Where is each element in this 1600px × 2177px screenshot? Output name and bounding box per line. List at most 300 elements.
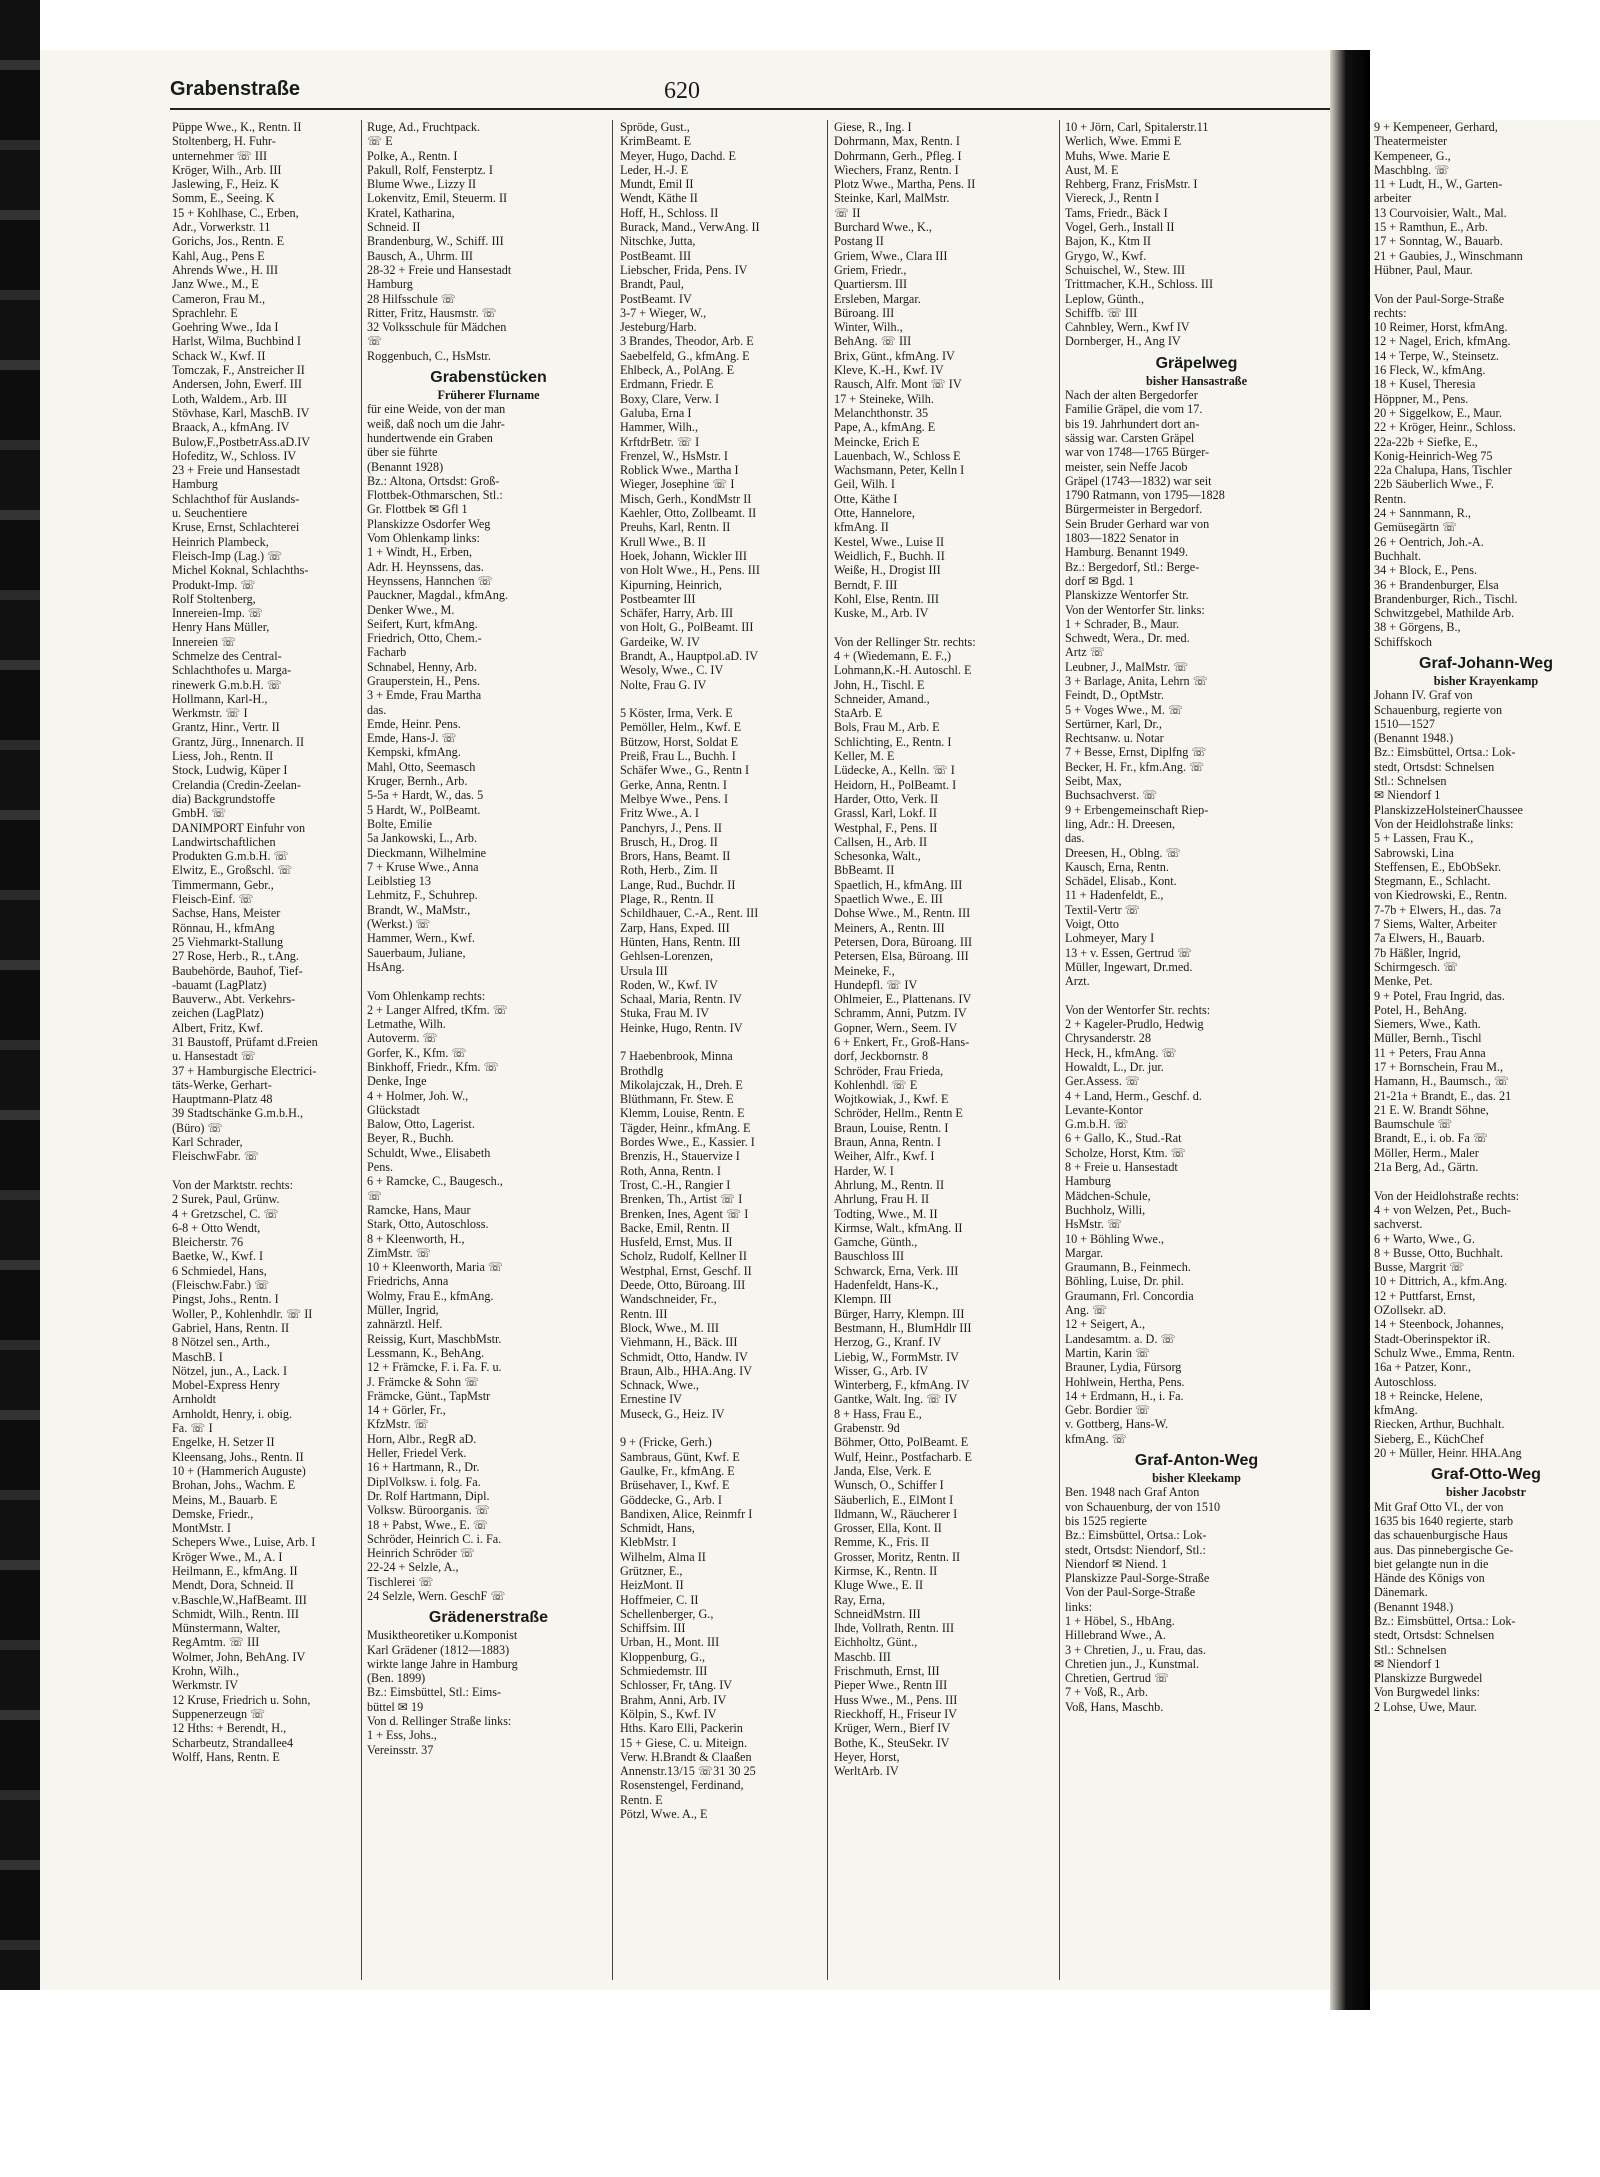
- directory-entry: Bothe, K., SteuSekr. IV: [834, 1735, 950, 1750]
- directory-entry: Ohlmeier, E., Plattenans. IV: [834, 992, 972, 1007]
- directory-entry: 22-24 + Selzle, A.,: [367, 1560, 459, 1575]
- directory-entry: Weiße, H., Drogist III: [834, 563, 941, 578]
- directory-entry: Harder, W. I: [834, 1163, 894, 1178]
- directory-entry: Wunsch, O., Schiffer I: [834, 1478, 944, 1493]
- directory-entry: Binkhoff, Friedr., Kfm. ☏: [367, 1060, 499, 1074]
- directory-entry: Dohse Wwe., M., Rentn. III: [834, 906, 971, 921]
- street-heading: Grabenstücken: [430, 369, 547, 387]
- directory-entry: (Büro) ☏: [172, 1120, 223, 1135]
- directory-entry: Rentn.: [1374, 491, 1407, 506]
- directory-entry: Hamburg: [1065, 1174, 1111, 1189]
- directory-entry: Schiffsim. III: [620, 1621, 686, 1636]
- directory-entry: Siemers, Wwe., Kath.: [1374, 1017, 1481, 1032]
- directory-entry: KrftdrBetr. ☏ I: [620, 434, 700, 449]
- street-heading: Gräpelweg: [1155, 354, 1238, 372]
- directory-entry: Plotz Wwe., Martha, Pens. II: [834, 177, 976, 192]
- directory-entry: Ihde, Vollrath, Rentn. III: [834, 1621, 955, 1636]
- directory-entry: 14 + Steenbock, Johannes,: [1374, 1317, 1504, 1332]
- directory-entry: Fritz Wwe., A. I: [620, 806, 699, 821]
- book-gutter: [1330, 50, 1370, 2010]
- directory-entry: 4 + von Welzen, Pet., Buch-: [1374, 1202, 1511, 1217]
- directory-entry: Seibt, Max,: [1065, 774, 1122, 789]
- directory-entry: Von der Marktstr. rechts:: [172, 1177, 293, 1192]
- directory-entry: Nötzel, jun., A., Lack. I: [172, 1363, 288, 1378]
- directory-entry: unternehmer ☏ III: [172, 148, 268, 163]
- directory-entry: Nolte, Frau G. IV: [620, 677, 707, 692]
- directory-entry: zeichen (LagPlatz): [172, 1006, 264, 1021]
- directory-entry: Vereinsstr. 37: [367, 1742, 434, 1757]
- directory-entry: Spaetlich Wwe., E. III: [834, 892, 943, 907]
- directory-entry: Buchholz, Willi,: [1065, 1202, 1146, 1217]
- directory-entry: Produkt-Imp. ☏: [172, 577, 256, 592]
- directory-entry: (Benannt 1948.): [1374, 1599, 1454, 1614]
- directory-entry: Wieger, Josephine ☏ I: [620, 477, 735, 492]
- directory-entry: Lehmitz, F., Schuhrep.: [367, 888, 478, 903]
- directory-entry: Ritter, Fritz, Hausmstr. ☏: [367, 305, 497, 320]
- directory-entry: Wolff, Hans, Rentn. E: [172, 1749, 280, 1764]
- directory-entry: Sambraus, Günt, Kwf. E: [620, 1449, 740, 1464]
- directory-entry: Gehlsen-Lorenzen,: [620, 949, 714, 964]
- directory-entry: für eine Weide, von der man: [367, 402, 506, 417]
- directory-entry: Husfeld, Ernst, Mus. II: [620, 1235, 733, 1250]
- directory-entry: Schwedt, Wera., Dr. med.: [1065, 631, 1190, 646]
- directory-entry: Brenken, Ines, Agent ☏ I: [620, 1206, 749, 1221]
- directory-entry: Denke, Inge: [367, 1074, 427, 1089]
- directory-entry: 34 + Block, E., Pens.: [1374, 563, 1478, 578]
- directory-entry: 28-32 + Freie und Hansestadt: [367, 262, 512, 277]
- directory-entry: Ang. ☏: [1065, 1303, 1108, 1318]
- directory-entry: Frenzel, W., HsMstr. I: [620, 448, 728, 463]
- directory-entry: Heinrich Plambeck,: [172, 534, 269, 549]
- directory-entry: arbeiter: [1374, 191, 1412, 206]
- directory-entry: Heinrich Schröder ☏: [367, 1546, 475, 1561]
- directory-entry: Ahrlung, M., Rentn. II: [834, 1177, 945, 1192]
- directory-entry: Engelke, H. Setzer II: [172, 1435, 275, 1450]
- directory-entry: Scholz, Rudolf, Kellner II: [620, 1249, 747, 1264]
- directory-entry: 12 + Seigert, A.,: [1065, 1317, 1145, 1332]
- directory-entry: Hohlwein, Hertha, Pens.: [1065, 1374, 1185, 1389]
- directory-entry: Loth, Waldem., Arb. III: [172, 391, 287, 406]
- directory-entry: Müller, Bernh., Tischl: [1374, 1031, 1482, 1046]
- directory-entry: Schneider, Amand.,: [834, 691, 930, 706]
- directory-entry: Schmelze des Central-: [172, 648, 282, 663]
- directory-entry: Kaehler, Otto, Zollbeamt. II: [620, 506, 757, 521]
- directory-entry: Rolf Stoltenberg,: [172, 591, 256, 606]
- directory-entry: ling, Adr.: H. Dreesen,: [1065, 816, 1176, 831]
- directory-entry: Dieckmann, Wilhelmine: [367, 845, 487, 860]
- directory-entry: G.m.b.H. ☏: [1065, 1117, 1129, 1132]
- directory-entry: Hths. Karo Elli, Packerin: [620, 1721, 743, 1736]
- directory-entry: Planskizze Osdorfer Weg: [367, 516, 491, 531]
- directory-entry: Sabrowski, Lina: [1374, 845, 1454, 860]
- directory-entry: 8 + Hass, Frau E.,: [834, 1406, 922, 1421]
- directory-entry: sässig war. Carsten Gräpel: [1065, 430, 1195, 445]
- directory-entry: Balow, Otto, Lagerist.: [367, 1117, 475, 1132]
- directory-entry: rinewerk G.m.b.H. ☏: [172, 677, 283, 692]
- directory-entry: Demske, Friedr.,: [172, 1506, 254, 1521]
- directory-entry: MontMstr. I: [172, 1521, 231, 1536]
- directory-entry: (Benannt 1948.): [1374, 731, 1454, 746]
- directory-entry: Spröde, Gust.,: [620, 120, 690, 134]
- directory-entry: Hamburg: [172, 477, 218, 492]
- directory-entry: Schlachthofes u. Marga-: [172, 663, 292, 678]
- directory-entry: Callsen, H., Arb. II: [834, 834, 928, 849]
- directory-entry: Albert, Fritz, Kwf.: [172, 1020, 264, 1035]
- directory-entry: Adr. H. Heynssens, das.: [367, 559, 484, 574]
- directory-entry: 8 Nötzel sen., Arth.,: [172, 1335, 270, 1350]
- directory-entry: Gopner, Wern., Seem. IV: [834, 1020, 958, 1035]
- directory-entry: 5-5a + Hardt, W., das. 5: [367, 788, 484, 803]
- directory-entry: Liess, Joh., Rentn. II: [172, 749, 274, 764]
- spacer: [172, 1164, 359, 1178]
- directory-entry: 15 + Kohlhase, C., Erben,: [172, 205, 299, 220]
- directory-entry: Innereien-Imp. ☏: [172, 606, 264, 621]
- directory-entry: Schildhauer, C.-A., Rent. III: [620, 906, 759, 921]
- spacer: [620, 1421, 825, 1435]
- directory-entry: Gardeike, W. IV: [620, 634, 700, 649]
- directory-entry: Kempski, kfmAng.: [367, 745, 461, 760]
- directory-entry: Weiher, Alfr., Kwf. I: [834, 1149, 935, 1164]
- directory-entry: Grützner, E.,: [620, 1563, 683, 1578]
- directory-entry: Wolmy, Frau E., kfmAng.: [367, 1288, 494, 1303]
- directory-entry: Schröder, Frau Frieda,: [834, 1063, 944, 1078]
- directory-entry: Hammer, Wern., Kwf.: [367, 931, 475, 946]
- directory-entry: Dohrmann, Max, Rentn. I: [834, 134, 960, 149]
- directory-entry: SchneidMstrn. III: [834, 1606, 921, 1621]
- directory-entry: 10 + Jörn, Carl, Spitalerstr.11: [1065, 120, 1209, 134]
- directory-entry: Howaldt, L., Dr. jur.: [1065, 1060, 1164, 1074]
- directory-entry: Planskizze Wentorfer Str.: [1065, 588, 1189, 603]
- running-head-street: Grabenstraße: [170, 78, 301, 100]
- directory-entry: Meyer, Hugo, Dachd. E: [620, 148, 736, 163]
- directory-entry: biet gelangte nun in die: [1374, 1556, 1489, 1571]
- directory-entry: Von d. Rellinger Straße links:: [367, 1714, 512, 1729]
- directory-entry: Innereien ☏: [172, 634, 237, 649]
- spacer: [367, 974, 610, 988]
- directory-entry: Ersleben, Margar.: [834, 291, 921, 306]
- directory-entry: Sieberg, E., KüchChef: [1374, 1431, 1484, 1446]
- directory-entry: Leiblstieg 13: [367, 874, 431, 889]
- directory-entry: Ehlbeck, A., PolAng. E: [620, 363, 735, 378]
- directory-entry: dorf ✉ Bgd. 1: [1065, 573, 1135, 588]
- directory-entry: 3 + Barlage, Anita, Lehrn ☏: [1065, 673, 1208, 688]
- directory-entry: Tägder, Heinr., kfmAng. E: [620, 1120, 751, 1135]
- directory-entry: 7b Häßler, Ingrid,: [1374, 945, 1461, 960]
- directory-entry: Von der Wentorfer Str. links:: [1065, 602, 1205, 617]
- street-subheading: bisher Jacobstr: [1445, 1485, 1526, 1500]
- directory-entry: Vom Ohlenkamp links:: [367, 531, 480, 546]
- street-heading: Graf-Johann-Weg: [1419, 654, 1553, 672]
- directory-entry: 2 + Langer Alfred, tKfm. ☏: [367, 1002, 508, 1017]
- directory-entry: Baubehörde, Bauhof, Tief-: [172, 963, 303, 978]
- directory-entry: Friedrichs, Anna: [367, 1274, 449, 1289]
- directory-entry: 20 + Müller, Heinr. HHA.Ang: [1374, 1446, 1522, 1461]
- directory-entry: Krull Wwe., B. II: [620, 534, 706, 549]
- directory-entry: Büroang. III: [834, 305, 895, 320]
- directory-entry: Schmidt, Otto, Handw. IV: [620, 1349, 748, 1364]
- directory-entry: Tams, Friedr., Bäck I: [1065, 205, 1168, 220]
- directory-entry: StaArb. E: [834, 706, 883, 721]
- directory-entry: Schauenburg, regierte von: [1374, 702, 1503, 717]
- directory-entry: 37 + Hamburgische Electrici-: [172, 1063, 317, 1078]
- directory-entry: RegAmtm. ☏ III: [172, 1635, 260, 1650]
- directory-entry: Schellenberger, G.,: [620, 1606, 714, 1621]
- street-subheading: bisher Kleekamp: [1152, 1471, 1241, 1486]
- directory-entry: Müller, Ingrid,: [367, 1303, 439, 1318]
- directory-entry: kfmAng. II: [834, 520, 889, 535]
- directory-entry: 36 + Brandenburger, Elsa: [1374, 577, 1499, 592]
- directory-entry: Müller, Ingewart, Dr.med.: [1065, 959, 1193, 974]
- directory-entry: Leplow, Günth.,: [1065, 291, 1145, 306]
- directory-entry: Ahrlung, Frau H. II: [834, 1192, 930, 1207]
- directory-entry: Meineke, F.,: [834, 963, 895, 978]
- directory-entry: 9 + Potel, Frau Ingrid, das.: [1374, 988, 1505, 1003]
- directory-column-6: [1372, 120, 1600, 1980]
- directory-entry: Martin, Karin ☏: [1065, 1345, 1151, 1360]
- directory-entry: Stoltenberg, H. Fuhr-: [172, 134, 276, 149]
- directory-entry: Winterberg, F., kfmAng. IV: [834, 1378, 970, 1393]
- directory-entry: Ernestine IV: [620, 1392, 682, 1407]
- directory-entry: Otte, Hannelore,: [834, 506, 915, 521]
- directory-entry: 39 Stadtschänke G.m.b.H.,: [172, 1106, 303, 1121]
- directory-column-1: [170, 120, 362, 1980]
- directory-entry: Deede, Otto, Büroang. III: [620, 1278, 746, 1293]
- directory-entry: Gorichs, Jos., Rentn. E: [172, 234, 285, 249]
- directory-entry: Bestmann, H., BlumHdlr III: [834, 1320, 972, 1335]
- directory-entry: Wendt, Käthe II: [620, 191, 698, 206]
- spacer: [1374, 1174, 1598, 1188]
- directory-entry: Brusch, H., Drog. II: [620, 834, 718, 849]
- directory-entry: Schuldt, Wwe., Elisabeth: [367, 1145, 491, 1160]
- directory-entry: Von der Paul-Sorge-Straße: [1065, 1585, 1196, 1600]
- directory-entry: Henry Hans Müller,: [172, 620, 270, 635]
- directory-entry: stedt, Ortsdst: Schnelsen: [1374, 759, 1495, 774]
- directory-entry: Dreesen, H., Oblng. ☏: [1065, 845, 1181, 860]
- directory-entry: Grantz, Hinr., Vertr. II: [172, 720, 280, 735]
- directory-entry: Remme, K., Fris. II: [834, 1535, 930, 1550]
- directory-entry: Seifert, Kurt, kfmAng.: [367, 616, 478, 631]
- directory-entry: Gebr. Bordier ☏: [1065, 1403, 1151, 1418]
- directory-entry: 22b Säuberlich Wwe., F.: [1374, 477, 1494, 492]
- directory-entry: HeizMont. II: [620, 1578, 684, 1593]
- directory-entry: Kröger Wwe., M., A. I: [172, 1549, 283, 1564]
- directory-entry: stedt, Ortsdst: Schnelsen: [1374, 1628, 1495, 1643]
- directory-entry: Rechtsanw. u. Notar: [1065, 731, 1164, 746]
- directory-entry: 1635 bis 1640 regierte, starb: [1374, 1513, 1514, 1528]
- directory-entry: Autoschloss.: [1374, 1374, 1437, 1389]
- directory-entry: Jaslewing, F., Heiz. K: [172, 177, 280, 192]
- directory-entry: v.Baschle,W.,HafBeamt. III: [172, 1592, 307, 1607]
- directory-entry: 21 + Gaubies, J., Winschmann: [1374, 248, 1523, 263]
- directory-entry: 8 + Kleenworth, H.,: [367, 1231, 465, 1246]
- directory-entry: Kloppenburg, G.,: [620, 1649, 706, 1664]
- directory-entry: 18 + Reincke, Helene,: [1374, 1388, 1483, 1403]
- directory-entry: Urban, H., Mont. III: [620, 1635, 720, 1650]
- directory-entry: Gabriel, Hans, Rentn. II: [172, 1320, 290, 1335]
- directory-entry: u. Seuchentiere: [172, 506, 248, 521]
- directory-entry: Von der Heidlohstraße links:: [1374, 816, 1514, 831]
- directory-entry: Riecken, Arthur, Buchhalt.: [1374, 1417, 1505, 1432]
- directory-entry: 8 + Busse, Otto, Buchhalt.: [1374, 1245, 1504, 1260]
- directory-entry: Bauschloss III: [834, 1249, 905, 1264]
- directory-entry: Bz.: Eimsbüttel, Ortsa.: Lok-: [1374, 1613, 1516, 1628]
- directory-entry: 17 + Sonntag, W., Bauarb.: [1374, 234, 1503, 249]
- directory-entry: Schmidt, Wilh., Rentn. III: [172, 1606, 299, 1621]
- directory-entry: 4 + Land, Herm., Geschf. d.: [1065, 1088, 1202, 1103]
- directory-entry: Berndt, F. III: [834, 577, 898, 592]
- directory-entry: Frischmuth, Ernst, III: [834, 1664, 940, 1679]
- directory-entry: Bz.: Eimsbüttel, Ortsa.: Lok-: [1374, 745, 1516, 760]
- directory-entry: Stadt-Oberinspektor iR.: [1374, 1331, 1491, 1346]
- directory-entry: Glückstadt: [367, 1102, 420, 1117]
- directory-entry: 5 + Lassen, Frau K.,: [1374, 831, 1474, 846]
- directory-entry: Roggenbuch, C., HsMstr.: [367, 348, 491, 363]
- directory-entry: 21-21a + Brandt, E., das. 21: [1374, 1088, 1512, 1103]
- directory-entry: Mit Graf Otto VI., der von: [1374, 1499, 1504, 1514]
- directory-entry: 3-7 + Wieger, W.,: [620, 305, 707, 320]
- directory-entry: KlebMstr. I: [620, 1535, 677, 1550]
- directory-entry: das schauenburgische Haus: [1374, 1528, 1508, 1543]
- directory-entry: weiß, daß noch um die Jahr-: [367, 416, 505, 431]
- directory-entry: HsAng.: [367, 959, 405, 974]
- directory-entry: Kempeneer, G.,: [1374, 148, 1451, 163]
- directory-entry: 20 + Siggelkow, E., Maur.: [1374, 405, 1502, 420]
- directory-entry: Fleisch-Imp (Lag.) ☏: [172, 548, 283, 563]
- directory-entry: Schiffskoch: [1374, 634, 1432, 649]
- directory-entry: Harder, Otto, Verk. II: [834, 791, 939, 806]
- directory-entry: Buchhalt.: [1374, 548, 1422, 563]
- directory-entry: Kausch, Erna, Rentn.: [1065, 859, 1169, 874]
- directory-entry: Kratel, Katharina,: [367, 205, 455, 220]
- directory-entry: von Holt, G., PolBeamt. III: [620, 620, 754, 635]
- directory-entry: Lüdecke, A., Kelln. ☏ I: [834, 763, 955, 778]
- directory-entry: ☏ E: [367, 134, 393, 149]
- directory-entry: Schirmgesch. ☏: [1374, 959, 1459, 974]
- directory-entry: Baetke, W., Kwf. I: [172, 1249, 264, 1264]
- directory-entry: Wulf, Heinr., Postfacharb. E: [834, 1449, 972, 1464]
- directory-entry: hundertwende ein Graben: [367, 430, 493, 445]
- directory-entry: KrimBeamt. E: [620, 134, 692, 149]
- directory-entry: Arzt.: [1065, 974, 1090, 989]
- directory-entry: Burchard Wwe., K.,: [834, 220, 932, 235]
- directory-entry: Stuka, Frau M. IV: [620, 1006, 710, 1021]
- directory-entry: Brors, Hans, Beamt. II: [620, 849, 731, 864]
- directory-entry: Kleensang, Johs., Rentn. II: [172, 1449, 304, 1464]
- directory-entry: Landesamtm. a. D. ☏: [1065, 1331, 1176, 1346]
- directory-entry: von Holt Wwe., H., Pens. III: [620, 563, 760, 578]
- directory-entry: Grygo, W., Kwf.: [1065, 248, 1147, 263]
- directory-entry: Burack, Mand., VerwAng. II: [620, 220, 760, 235]
- directory-entry: Boxy, Clare, Verw. I: [620, 391, 720, 406]
- directory-entry: HsMstr. ☏: [1065, 1217, 1123, 1232]
- directory-entry: Stövhase, Karl, MaschB. IV: [172, 405, 310, 420]
- directory-entry: Hundepfl. ☏ IV: [834, 977, 918, 992]
- directory-entry: 23 + Freie und Hansestadt: [172, 463, 301, 478]
- directory-entry: Goehring Wwe., Ida I: [172, 320, 279, 335]
- directory-entry: 10 + Kleenworth, Maria ☏: [367, 1260, 504, 1275]
- directory-entry: Schmidt, Hans,: [620, 1521, 695, 1536]
- directory-entry: Bleicherstr. 76: [172, 1235, 244, 1250]
- directory-entry: Grosser, Moritz, Rentn. II: [834, 1549, 961, 1564]
- directory-entry: 12 Hths: + Berendt, H.,: [172, 1721, 287, 1736]
- directory-entry: 4 + Holmer, Joh. W.,: [367, 1088, 469, 1103]
- directory-entry: dorf, Jeckbornstr. 8: [834, 1049, 929, 1064]
- directory-entry: war von 1748—1765 Bürger-: [1065, 445, 1210, 460]
- directory-entry: Geil, Wilh. I: [834, 477, 895, 492]
- directory-entry: Bajon, K., Ktm II: [1065, 234, 1151, 249]
- directory-entry: rechts:: [1374, 305, 1407, 320]
- directory-entry: 32 Volksschule für Mädchen: [367, 320, 507, 335]
- directory-entry: 10 Reimer, Horst, kfmAng.: [1374, 320, 1508, 335]
- directory-entry: Dornberger, H., Ang IV: [1065, 334, 1181, 349]
- directory-entry: Kirmse, Walt., kfmAng. II: [834, 1220, 963, 1235]
- directory-entry: Roden, W., Kwf. IV: [620, 977, 718, 992]
- directory-entry: sachverst.: [1374, 1217, 1423, 1232]
- directory-entry: BehAng. ☏ III: [834, 334, 912, 349]
- directory-entry: Polke, A., Rentn. I: [367, 148, 458, 163]
- directory-entry: Ahrends Wwe., H. III: [172, 262, 279, 277]
- directory-entry: Leubner, J., MalMstr. ☏: [1065, 659, 1189, 674]
- directory-entry: 7 + Besse, Ernst, Diplfng ☏: [1065, 745, 1207, 760]
- directory-entry: Cahnbley, Wern., Kwf IV: [1065, 320, 1190, 335]
- directory-entry: 1 + Höbel, S., HbAng.: [1065, 1613, 1175, 1628]
- directory-entry: Ger.Assess. ☏: [1065, 1074, 1141, 1089]
- directory-entry: Steffensen, E., EbObSekr.: [1374, 859, 1502, 874]
- directory-entry: Lange, Rud., Buchdr. II: [620, 877, 736, 892]
- directory-entry: 1803—1822 Senator in: [1065, 531, 1179, 546]
- directory-entry: Emde, Heinr. Pens.: [367, 716, 461, 731]
- directory-entry: 6-8 + Otto Wendt,: [172, 1220, 261, 1235]
- directory-entry: 13 Courvoisier, Walt., Mal.: [1374, 205, 1507, 220]
- directory-entry: Busse, Margrit ☏: [1374, 1260, 1465, 1275]
- directory-entry: Schnack, Wwe.,: [620, 1378, 699, 1393]
- directory-entry: Annenstr.13/15 ☏31 30 25: [620, 1764, 756, 1779]
- directory-entry: Aust, M. E: [1065, 162, 1119, 177]
- directory-entry: John, H., Tischl. E: [834, 677, 925, 692]
- directory-entry: Niendorf ✉ Niend. 1: [1065, 1556, 1168, 1571]
- directory-entry: Kleve, K.-H., Kwf. IV: [834, 363, 944, 378]
- directory-entry: Arnholdt, Henry, i. obig.: [172, 1406, 293, 1421]
- directory-entry: 17 + Steineke, Wilh.: [834, 391, 934, 406]
- directory-entry: Galuba, Erna I: [620, 405, 692, 420]
- directory-entry: Facharb: [367, 645, 407, 660]
- directory-entry: Krohn, Wilh.,: [172, 1664, 239, 1679]
- directory-entry: 8 + Freie u. Hansestadt: [1065, 1160, 1178, 1175]
- directory-entry: Mädchen-Schule,: [1065, 1188, 1151, 1203]
- directory-entry: Levante-Kontor: [1065, 1102, 1143, 1117]
- directory-entry: Keller, M. E: [834, 749, 895, 764]
- directory-entry: Janda, Else, Verk. E: [834, 1463, 932, 1478]
- directory-entry: 11 + Hadenfeldt, E.,: [1065, 888, 1164, 903]
- directory-entry: Griem, Friedr.,: [834, 262, 907, 277]
- directory-entry: Saebelfeld, G., kfmAng. E: [620, 348, 750, 363]
- directory-entry: Huss Wwe., M., Pens. III: [834, 1692, 958, 1707]
- directory-entry: Mundt, Emil II: [620, 177, 694, 192]
- directory-entry: Landwirtschaftlichen: [172, 834, 276, 849]
- directory-entry: Wolmer, John, BehAng. IV: [172, 1649, 306, 1664]
- directory-entry: 7 Haebenbrook, Minna: [620, 1049, 733, 1064]
- directory-entry: 1510—1527: [1374, 716, 1435, 731]
- directory-entry: Blüthmann, Fr. Stew. E: [620, 1092, 734, 1107]
- directory-entry: Menke, Pet.: [1374, 974, 1433, 989]
- directory-column-4: [832, 120, 1060, 1980]
- directory-entry: 10 + (Hammerich Auguste): [172, 1463, 306, 1478]
- directory-entry: Voigt, Otto: [1065, 917, 1119, 932]
- directory-entry: Grabenstr. 9d: [834, 1421, 900, 1436]
- directory-entry: Von der Rellinger Str. rechts:: [834, 634, 976, 649]
- directory-entry: 12 + Nagel, Erich, kfmAng.: [1374, 334, 1511, 349]
- directory-entry: Janz Wwe., M., E: [172, 277, 259, 292]
